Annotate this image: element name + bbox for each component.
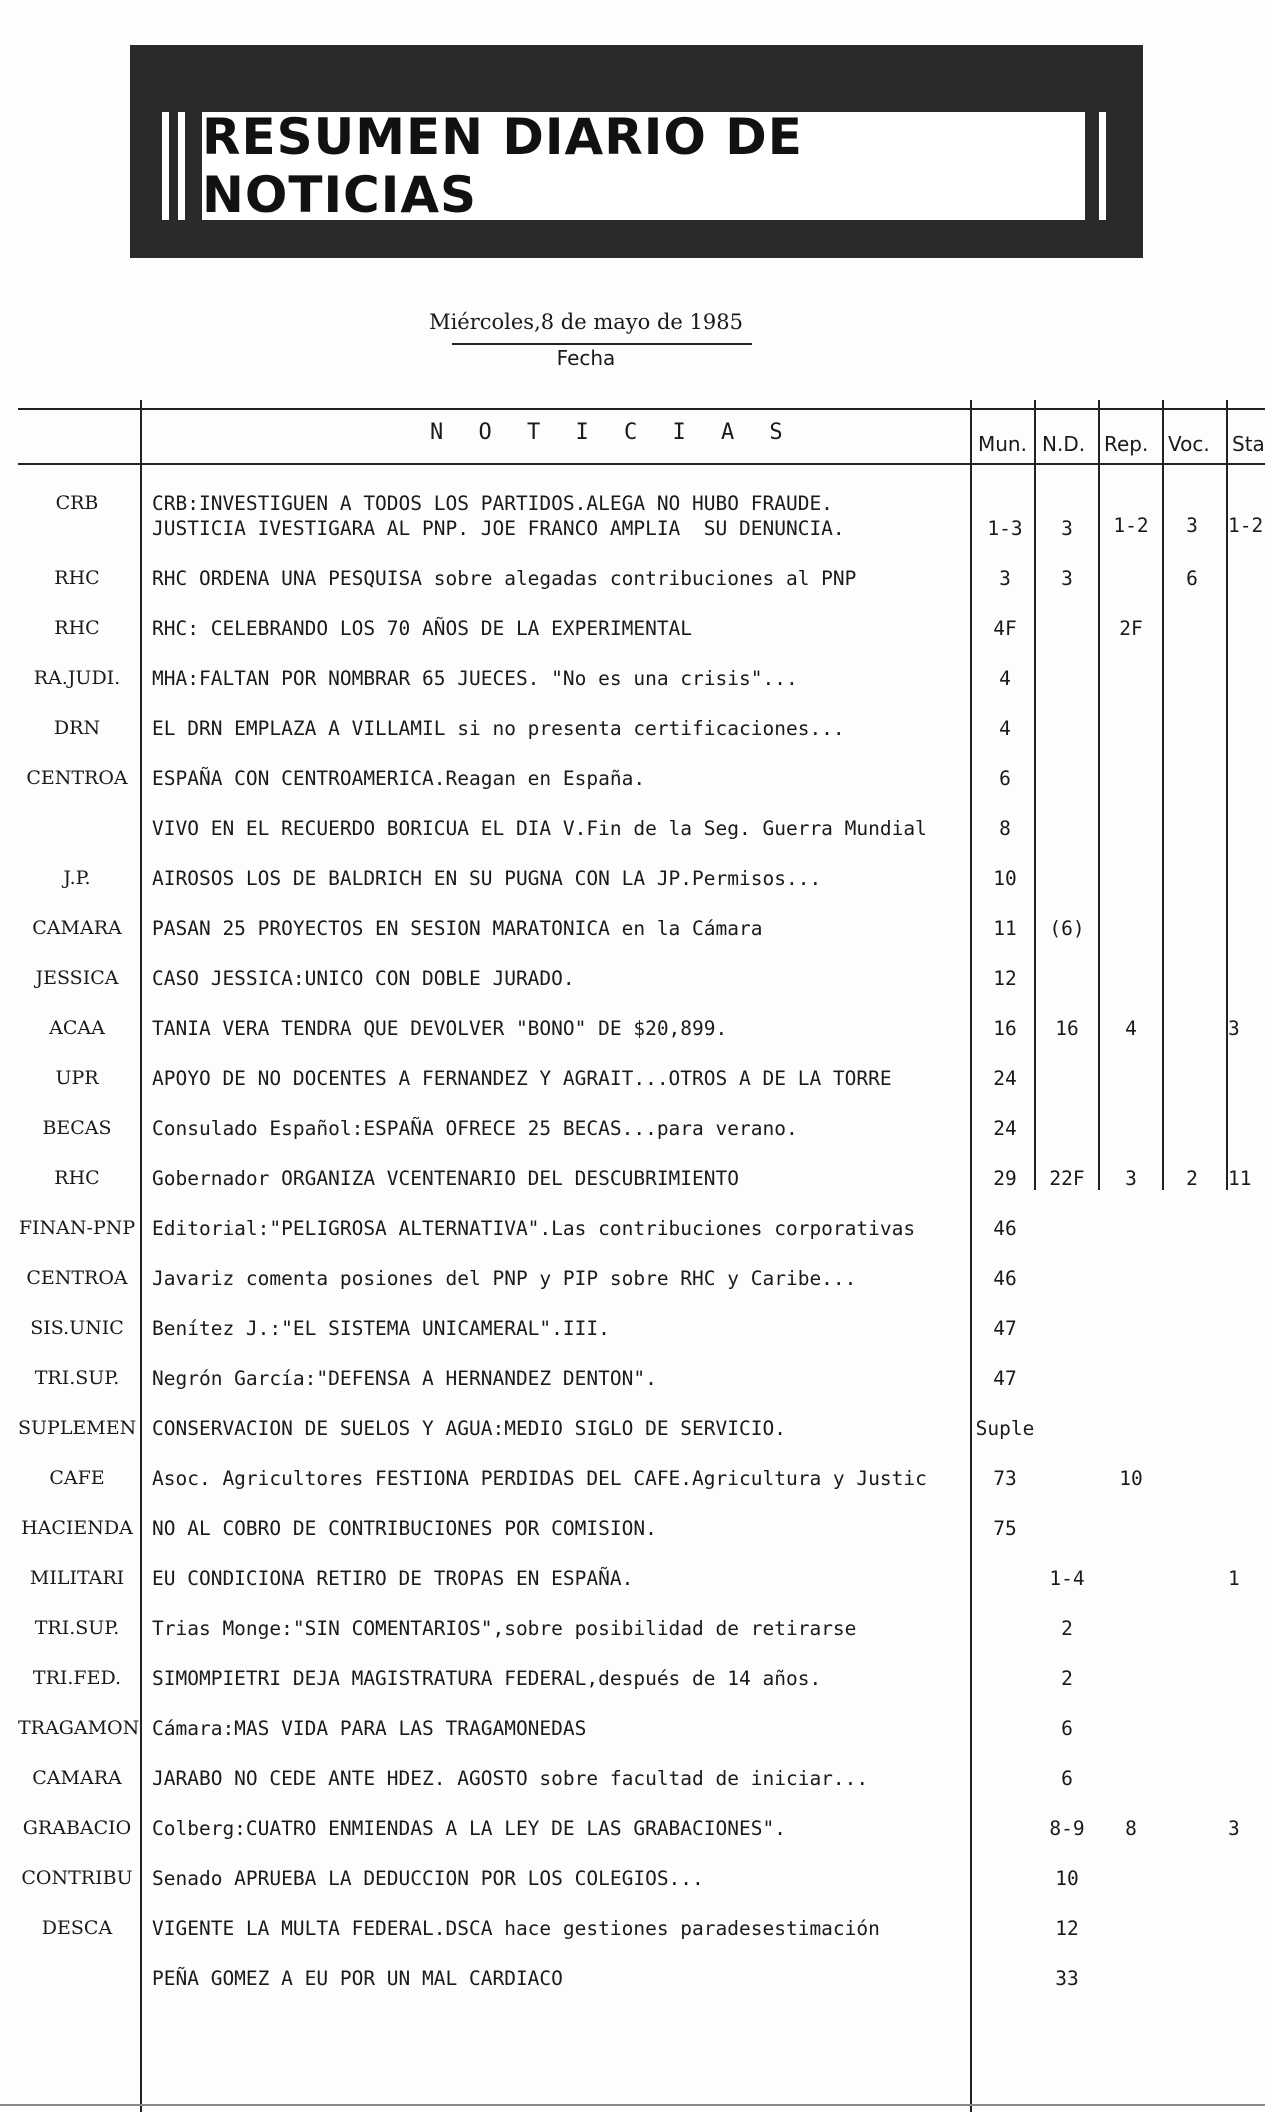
row-code: CRB — [55, 492, 99, 514]
row-headline: Cámara:MAS VIDA PARA LAS TRAGAMONEDAS — [152, 1717, 587, 1740]
row-code: DRN — [53, 717, 101, 739]
row-code: CAMARA — [32, 1767, 122, 1789]
row-headline: RHC ORDENA UNA PESQUISA sobre alegadas contribuciones al PNP — [152, 567, 857, 590]
row-rep: 4 — [1125, 1017, 1137, 1040]
column-header-rep: Rep. — [1104, 432, 1149, 456]
row-mun: 73 — [993, 1467, 1017, 1490]
row-mun: 4 — [999, 717, 1011, 740]
row-code: GRABACIO — [22, 1817, 132, 1839]
row-headline: Javariz comenta posiones del PNP y PIP sobre RHC y Caribe... — [152, 1267, 857, 1290]
row-code: RA.JUDI. — [33, 667, 121, 689]
row-nd: 12 — [1055, 1917, 1079, 1940]
row-headline: MHA:FALTAN POR NOMBRAR 65 JUECES. "No es una crisis"... — [152, 667, 798, 690]
row-code: UPR — [55, 1067, 99, 1089]
row-voc: 2 — [1186, 1167, 1198, 1190]
row-headline: Trias Monge:"SIN COMENTARIOS",sobre posibilidad de retirarse — [152, 1617, 857, 1640]
row-nd: 22F — [1049, 1167, 1085, 1190]
row-code: TRI.FED. — [32, 1667, 122, 1689]
row-headline-continued: JUSTICIA IVESTIGARA AL PNP. JOE FRANCO AMPLIA SU DENUNCIA. — [152, 517, 845, 540]
row-rep: 2F — [1119, 617, 1143, 640]
table-header-rule — [18, 463, 1265, 465]
date-underline — [452, 343, 752, 345]
noticias-header: N O T I C I A S — [430, 420, 794, 445]
row-rep: 8 — [1125, 1817, 1137, 1840]
row-code: BECAS — [42, 1117, 112, 1139]
banner-panel — [202, 108, 1085, 224]
row-nd: (6) — [1049, 917, 1085, 940]
row-headline: CONSERVACION DE SUELOS Y AGUA:MEDIO SIGLO DE SERVICIO. — [152, 1417, 786, 1440]
row-headline: EL DRN EMPLAZA A VILLAMIL si no presenta certificaciones... — [152, 717, 845, 740]
row-mun: 16 — [993, 1017, 1017, 1040]
row-code: TRI.SUP. — [34, 1617, 120, 1639]
row-headline: APOYO DE NO DOCENTES A FERNANDEZ Y AGRAIT...OTROS A DE LA TORRE — [152, 1067, 892, 1090]
row-headline: VIGENTE LA MULTA FEDERAL.DSCA hace gestiones paradesestimación — [152, 1917, 880, 1940]
row-headline: TANIA VERA TENDRA QUE DEVOLVER "BONO" DE $20,899. — [152, 1017, 728, 1040]
row-mun: 46 — [993, 1267, 1017, 1290]
row-code: SUPLEMEN — [18, 1417, 137, 1439]
row-code: RHC — [54, 567, 100, 589]
row-nd: 10 — [1055, 1867, 1079, 1890]
row-code: CENTROA — [26, 767, 128, 789]
row-rep: 10 — [1119, 1467, 1143, 1490]
row-nd: 8-9 — [1049, 1817, 1085, 1840]
row-sta: 11 — [1228, 1167, 1252, 1190]
row-code: HACIENDA — [21, 1517, 133, 1539]
row-rep: 3 — [1125, 1167, 1137, 1190]
row-headline: CASO JESSICA:UNICO CON DOBLE JURADO. — [152, 967, 575, 990]
row-mun: 8 — [999, 817, 1011, 840]
table-top-rule — [18, 408, 1265, 410]
row-nd: 33 — [1055, 1967, 1079, 1990]
row-nd: 2 — [1061, 1617, 1073, 1640]
row-headline: Asoc. Agricultores FESTIONA PERDIDAS DEL CAFE.Agricultura y Justic — [152, 1467, 927, 1490]
row-mun: 6 — [999, 767, 1011, 790]
row-code: DESCA — [41, 1917, 113, 1939]
row-mun: 10 — [993, 867, 1017, 890]
row-headline: VIVO EN EL RECUERDO BORICUA EL DIA V.Fin de la Seg. Guerra Mundial — [152, 817, 927, 840]
row-headline: PASAN 25 PROYECTOS EN SESION MARATONICA en la Cámara — [152, 917, 763, 940]
row-mun: 4 — [999, 667, 1011, 690]
row-code: TRAGAMON — [18, 1717, 140, 1739]
banner-stripe — [178, 112, 185, 220]
row-nd: 2 — [1061, 1667, 1073, 1690]
column-header-voc: Voc. — [1168, 432, 1210, 456]
row-sta: 1-2 — [1228, 514, 1264, 537]
row-nd: 6 — [1061, 1717, 1073, 1740]
row-code: SIS.UNIC — [30, 1317, 124, 1339]
column-header-sta: Sta — [1232, 432, 1265, 456]
row-sta: 3 — [1228, 1017, 1240, 1040]
row-headline: NO AL COBRO DE CONTRIBUCIONES POR COMISION. — [152, 1517, 657, 1540]
row-headline: ESPAÑA CON CENTROAMERICA.Reagan en España. — [152, 767, 646, 790]
row-headline: Colberg:CUATRO ENMIENDAS A LA LEY DE LAS GRABACIONES". — [152, 1817, 786, 1840]
row-mun: 24 — [993, 1067, 1017, 1090]
row-nd: 1-4 — [1049, 1567, 1085, 1590]
row-mun: 1-3 — [987, 517, 1023, 540]
column-header-mun: Mun. — [978, 432, 1027, 456]
row-code: CAFE — [49, 1467, 105, 1489]
row-code: TRI.SUP. — [34, 1367, 120, 1389]
row-headline: Negrón García:"DEFENSA A HERNANDEZ DENTON". — [152, 1367, 657, 1390]
row-headline: Gobernador ORGANIZA VCENTENARIO DEL DESCUBRIMIENTO — [152, 1167, 739, 1190]
row-code: JESSICA — [35, 967, 119, 989]
row-mun: 46 — [993, 1217, 1017, 1240]
row-headline: Senado APRUEBA LA DEDUCCION POR LOS COLEGIOS... — [152, 1867, 704, 1890]
row-voc: 3 — [1186, 514, 1198, 537]
row-mun: 12 — [993, 967, 1017, 990]
row-headline: JARABO NO CEDE ANTE HDEZ. AGOSTO sobre facultad de iniciar... — [152, 1767, 869, 1790]
row-sta: 1 — [1228, 1567, 1240, 1590]
date-value: Miércoles,8 de mayo de 1985 — [429, 310, 743, 334]
banner-stripe — [162, 112, 169, 220]
row-mun: 47 — [993, 1367, 1017, 1390]
row-code: RHC — [54, 1167, 100, 1189]
row-code: J.P. — [63, 867, 91, 889]
row-code: CONTRIBU — [21, 1867, 133, 1889]
row-headline: SIMOMPIETRI DEJA MAGISTRATURA FEDERAL,después de 14 años. — [152, 1667, 822, 1690]
row-mun: 75 — [993, 1517, 1017, 1540]
row-mun: 24 — [993, 1117, 1017, 1140]
banner-stripe — [1099, 112, 1106, 220]
row-nd: 3 — [1061, 517, 1073, 540]
row-mun: Suple — [975, 1417, 1035, 1440]
row-headline: CRB:INVESTIGUEN A TODOS LOS PARTIDOS.ALEGA NO HUBO FRAUDE. — [152, 492, 833, 515]
row-code: CENTROA — [26, 1267, 128, 1289]
row-rep: 1-2 — [1113, 514, 1149, 537]
row-code: ACAA — [49, 1017, 105, 1039]
row-nd: 6 — [1061, 1767, 1073, 1790]
row-headline: Editorial:"PELIGROSA ALTERNATIVA".Las contribuciones corporativas — [152, 1217, 916, 1240]
table-row — [0, 1967, 1265, 2112]
row-mun: 29 — [993, 1167, 1017, 1190]
row-nd: 16 — [1055, 1017, 1079, 1040]
row-nd: 3 — [1061, 567, 1073, 590]
row-voc: 6 — [1186, 567, 1198, 590]
row-headline: Consulado Español:ESPAÑA OFRECE 25 BECAS...para verano. — [152, 1117, 798, 1140]
row-headline: Benítez J.:"EL SISTEMA UNICAMERAL".III. — [152, 1317, 610, 1340]
row-code: FINAN-PNP — [18, 1217, 136, 1239]
row-mun: 47 — [993, 1317, 1017, 1340]
document-title: RESUMEN DIARIO DE NOTICIAS — [202, 108, 803, 224]
row-headline: EU CONDICIONA RETIRO DE TROPAS EN ESPAÑA. — [152, 1567, 634, 1590]
column-header-nd: N.D. — [1042, 432, 1086, 456]
row-mun: 4F — [993, 617, 1017, 640]
row-sta: 3 — [1228, 1817, 1240, 1840]
row-headline: RHC: CELEBRANDO LOS 70 AÑOS DE LA EXPERIMENTAL — [152, 617, 693, 640]
row-code: MILITARI — [29, 1567, 125, 1589]
row-code: RHC — [54, 617, 100, 639]
header-banner — [130, 45, 1143, 258]
row-mun: 3 — [999, 567, 1011, 590]
row-headline: PEÑA GOMEZ A EU POR UN MAL CARDIACO — [152, 1967, 563, 1990]
row-headline: AIROSOS LOS DE BALDRICH EN SU PUGNA CON LA JP.Permisos... — [152, 867, 822, 890]
row-mun: 11 — [993, 917, 1017, 940]
row-code: CAMARA — [32, 917, 122, 939]
date-caption: Fecha — [556, 346, 616, 370]
